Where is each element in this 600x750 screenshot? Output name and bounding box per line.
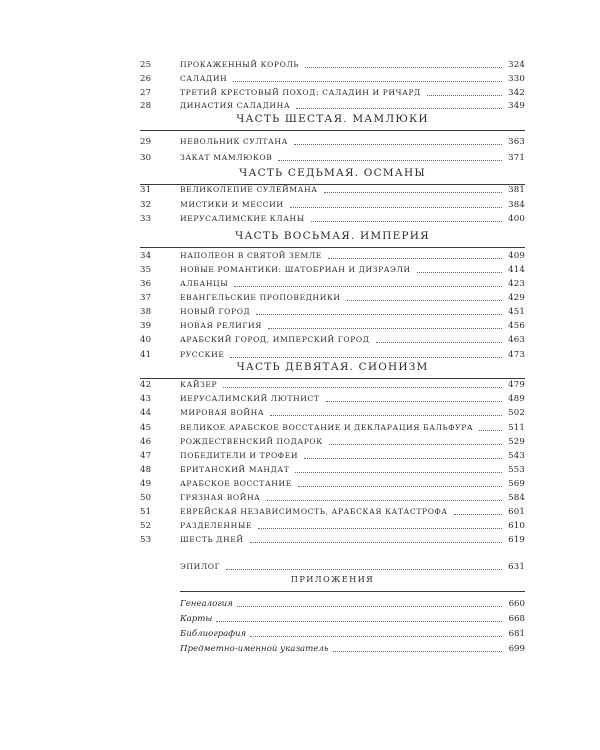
dot-leader [329,443,502,445]
toc-entry [140,420,525,434]
toc-entry-epilogue [180,559,525,573]
chapter-title: АРАБСКОЕ ВОССТАНИЕ [180,479,292,488]
page-number: 463 [508,335,525,345]
dot-leader [270,414,502,416]
chapter-number: 40 [140,335,152,345]
toc-entry [140,57,525,71]
page-number: 569 [508,479,525,489]
toc-entry [140,248,525,262]
page-number: 553 [508,465,525,475]
chapter-title: АЛБАНЦЫ [180,279,229,288]
page-number: 473 [508,350,525,360]
chapter-title: МИРОВАЯ ВОЙНА [180,408,265,417]
dot-leader [234,285,502,287]
chapter-number: 28 [140,101,152,111]
appendix-title: Предметно-именной указатель [180,644,329,654]
chapter-number: 47 [140,451,152,461]
dot-leader [250,635,502,637]
page-number: 429 [508,293,525,303]
page-number: 681 [508,629,525,639]
appendix-entry [180,626,525,640]
dot-leader [268,327,502,329]
toc-entry [140,262,525,276]
chapter-title: ЕВАНГЕЛЬСКИЕ ПРОПОВЕДНИКИ [180,293,341,302]
appendix-title: Библиография [180,629,247,639]
chapter-number: 30 [140,153,152,163]
dot-leader [305,66,502,68]
epilogue-title: ЭПИЛОГ [180,562,221,571]
chapter-number: 36 [140,279,152,289]
page-number: 384 [508,200,525,210]
toc-entry [140,532,525,546]
chapter-number: 29 [140,137,152,147]
dot-leader [258,527,502,529]
page-number: 363 [508,137,525,147]
chapter-number: 42 [140,380,152,390]
toc-entry [140,304,525,318]
toc-entry [140,211,525,225]
chapter-number: 41 [140,350,152,360]
chapter-title: АРАБСКИЙ ГОРОД, ИМПЕРСКИЙ ГОРОД [180,335,370,344]
appendix-heading: ПРИЛОЖЕНИЯ [290,574,375,584]
part-heading: ЧАСТЬ ШЕСТАЯ. МАМЛЮКИ [236,113,429,125]
toc-entry [140,150,525,164]
part-heading: ЧАСТЬ ДЕВЯТАЯ. СИОНИЗМ [236,361,429,373]
toc-entry [140,71,525,85]
toc-entry [140,476,525,490]
page-number: 324 [508,60,525,70]
chapter-title: РУССКИЕ [180,350,225,359]
dot-leader [427,94,502,96]
page-number: 502 [508,408,525,418]
dot-leader [324,191,502,193]
toc-entry [140,332,525,346]
page-number: 668 [508,614,525,624]
chapter-title: ЕВРЕЙСКАЯ НЕЗАВИСИМОСТЬ, АРАБСКАЯ КАТАСТРОФА [180,507,448,516]
chapter-title: ИЕРУСАЛИМСКИЕ КЛАНЫ [180,214,305,223]
toc-entry [140,85,525,99]
chapter-number: 34 [140,251,152,261]
appendix-title: Генеалогия [180,599,233,609]
dot-leader [347,299,502,301]
dot-leader [479,429,502,431]
dot-leader [237,605,502,607]
chapter-number: 27 [140,88,152,98]
chapter-number: 46 [140,437,152,447]
page-number: 479 [508,380,525,390]
page-number: 342 [508,88,525,98]
toc-entry [140,98,525,112]
dot-leader [233,80,502,82]
dot-leader [267,499,502,501]
dot-leader [226,568,502,570]
page-number: 529 [508,437,525,447]
dot-leader [333,650,502,652]
dot-leader [294,143,502,145]
chapter-title: ПОБЕДИТЕЛИ И ТРОФЕИ [180,451,299,460]
toc-entry [140,276,525,290]
chapter-number: 44 [140,408,152,418]
page-number: 414 [508,265,525,275]
dot-leader [296,107,502,109]
page-number: 601 [508,507,525,517]
page-number: 330 [508,74,525,84]
chapter-title: ВЕЛИКОЕ АРАБСКОЕ ВОССТАНИЕ И ДЕКЛАРАЦИЯ БАЛЬФУРА [180,423,474,432]
part-divider [140,130,525,131]
dot-leader [304,457,502,459]
chapter-number: 49 [140,479,152,489]
dot-leader [376,341,502,343]
dot-leader [216,620,502,622]
chapter-title: НОВАЯ РЕЛИГИЯ [180,321,262,330]
page-number: 584 [508,493,525,503]
toc-entry [140,490,525,504]
appendix-divider [180,591,525,592]
chapter-number: 35 [140,265,152,275]
chapter-title: ИЕРУСАЛИМСКИЙ ЛЮТНИСТ [180,394,320,403]
toc-entry [140,318,525,332]
dot-leader [290,206,502,208]
toc-entry [140,347,525,361]
page-number: 631 [508,562,525,572]
page-number: 349 [508,101,525,111]
chapter-title: МИСТИКИ И МЕССИИ [180,200,284,209]
chapter-title: НОВЫЙ ГОРОД [180,307,251,316]
dot-leader [454,513,502,515]
chapter-number: 39 [140,321,152,331]
appendix-entry [180,596,525,610]
page-number: 400 [508,214,525,224]
chapter-number: 31 [140,185,152,195]
chapter-number: 43 [140,394,152,404]
chapter-title: БРИТАНСКИЙ МАНДАТ [180,465,290,474]
page-number: 610 [508,521,525,531]
page-number: 456 [508,321,525,331]
chapter-title: ВЕЛИКОЛЕПИЕ СУЛЕЙМАНА [180,185,318,194]
chapter-title: ТРЕТИЙ КРЕСТОВЫЙ ПОХОД: САЛАДИН И РИЧАРД [180,88,421,97]
dot-leader [298,485,502,487]
page-number: 660 [508,599,525,609]
chapter-title: РОЖДЕСТВЕНСКИЙ ПОДАРОК [180,437,323,446]
chapter-number: 50 [140,493,152,503]
part-heading: ЧАСТЬ ВОСЬМАЯ. ИМПЕРИЯ [235,230,430,242]
appendix-title: Карты [180,614,213,624]
appendix-entry [180,641,525,655]
dot-leader [295,471,502,473]
chapter-number: 48 [140,465,152,475]
chapter-number: 37 [140,293,152,303]
dot-leader [250,541,502,543]
dot-leader [223,386,502,388]
page-number: 381 [508,185,525,195]
chapter-number: 52 [140,521,152,531]
toc-entry [140,434,525,448]
dot-leader [328,257,502,259]
page-number: 451 [508,307,525,317]
toc-entry [140,391,525,405]
toc-entry [140,405,525,419]
chapter-title: РАЗДЕЛЕННЫЕ [180,521,253,530]
page-number: 489 [508,394,525,404]
page-number: 619 [508,535,525,545]
chapter-title: НАПОЛЕОН В СВЯТОЙ ЗЕМЛЕ [180,251,322,260]
chapter-number: 32 [140,200,152,210]
chapter-title: ШЕСТЬ ДНЕЙ [180,535,244,544]
toc-entry [140,290,525,304]
dot-leader [230,356,502,358]
dot-leader [417,271,502,273]
chapter-title: ДИНАСТИЯ САЛАДИНА [180,101,291,110]
toc-entry [140,134,525,148]
toc-entry [140,518,525,532]
chapter-title: ПРОКАЖЕННЫЙ КОРОЛЬ [180,60,300,69]
chapter-title: КАЙЗЕР [180,380,218,389]
toc-entry [140,504,525,518]
chapter-number: 51 [140,507,152,517]
chapter-title: ЗАКАТ МАМЛЮКОВ [180,153,273,162]
dot-leader [326,400,502,402]
page-number: 371 [508,153,525,163]
chapter-number: 38 [140,307,152,317]
toc-entry [140,462,525,476]
dot-leader [311,220,502,222]
toc-entry [140,182,525,196]
chapter-number: 45 [140,423,152,433]
chapter-number: 25 [140,60,152,70]
toc-entry [140,197,525,211]
dot-leader [256,313,502,315]
page-number: 699 [508,644,525,654]
page-number: 543 [508,451,525,461]
chapter-title: ГРЯЗНАЯ ВОЙНА [180,493,261,502]
page-number: 409 [508,251,525,261]
chapter-title: НОВЫЕ РОМАНТИКИ: ШАТОБРИАН И ДИЗРАЭЛИ [180,265,411,274]
chapter-title: САЛАДИН [180,74,228,83]
appendix-entry [180,611,525,625]
part-heading: ЧАСТЬ СЕДЬМАЯ. ОСМАНЫ [239,167,426,179]
page-number: 423 [508,279,525,289]
chapter-number: 33 [140,214,152,224]
chapter-number: 53 [140,535,152,545]
toc-entry [140,377,525,391]
chapter-title: НЕВОЛЬНИК СУЛТАНА [180,137,288,146]
toc-entry [140,448,525,462]
page-number: 511 [508,423,525,433]
dot-leader [278,159,502,161]
chapter-number: 26 [140,74,152,84]
